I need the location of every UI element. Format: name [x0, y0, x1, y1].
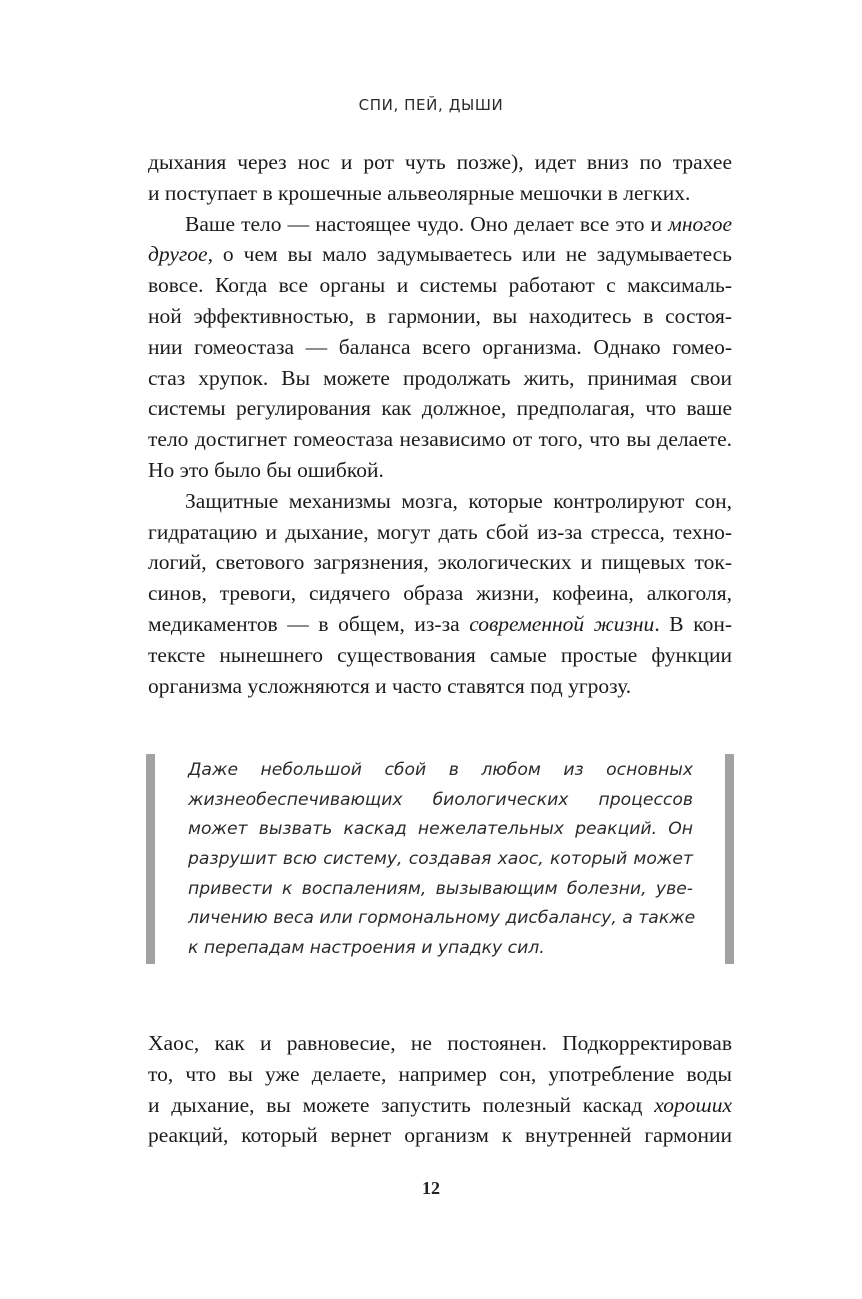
pull-quote [146, 754, 734, 964]
text-line: Защитные механизмы мозга, которые контролируют сон, [185, 488, 732, 513]
text-run: медикаментов — в общем, из-за [148, 611, 460, 636]
text-line: синов, тревоги, сидячего образа жизни, кофеина, алкоголя, [148, 581, 732, 606]
text-line: системы регулирования как должное, предполагая, что ваше [148, 396, 732, 421]
running-head: СПИ, ПЕЙ, ДЫШИ [358, 96, 504, 114]
text-line: то, что вы уже делаете, например сон, употребление воды [148, 1061, 732, 1086]
italic-emphasis: другое, [148, 242, 213, 267]
italic-emphasis: многое [668, 211, 732, 236]
text-line: тело достигнет гомеостаза независимо от того, что вы делаете. [148, 427, 732, 452]
text-line [148, 1090, 732, 1121]
pull-quote-right-bar [725, 754, 734, 964]
text-line: реакций, который вернет организм к внутренней гармонии [148, 1123, 732, 1148]
text-line: организма усложняются и часто ставятся под угрозу. [148, 673, 632, 698]
text-line: гидратацию и дыхание, могут дать сбой из-за стресса, техно- [148, 519, 732, 544]
text-line: логий, светового загрязнения, экологических и пищевых ток- [148, 550, 732, 575]
quote-line: жизнеобеспечивающих биологических процессов [188, 789, 693, 810]
text-line: тексте нынешнего существования самые простые функции [148, 642, 732, 667]
text-run: . В кон- [654, 611, 732, 636]
quote-line: Даже небольшой сбой в любом из основных [188, 760, 693, 780]
body-text-top [148, 147, 732, 701]
text-run: о чем вы мало задумываетесь или не задумываетесь [222, 242, 732, 267]
page-number: 12 [422, 1178, 440, 1198]
quote-line: личению веса или гормональному дисбалансу, а также [188, 908, 696, 929]
quote-line: разрушит всю систему, создавая хаос, который может [188, 849, 693, 870]
text-line [148, 209, 732, 240]
text-line: дыхания через нос и рот чуть позже), идет вниз по трахее [148, 150, 732, 174]
text-line [148, 239, 732, 270]
italic-emphasis: хороших [654, 1092, 733, 1117]
text-line [148, 609, 732, 640]
quote-line: может вызвать каскад нежелательных реакций. Он [188, 819, 693, 840]
text-line: вовсе. Когда все органы и системы работают с максималь- [148, 273, 732, 298]
text-line: Но это было бы ошибкой. [148, 457, 384, 482]
quote-line: привести к воспалениям, вызывающим болезни, уве- [188, 878, 693, 899]
quote-line: к перепадам настроения и упадку сил. [188, 938, 545, 959]
italic-emphasis: современной жизни [469, 611, 655, 636]
text-line: и поступает в крошечные альвеолярные мешочки в легких. [148, 180, 691, 205]
text-line: стаз хрупок. Вы можете продолжать жить, принимая свои [148, 365, 732, 390]
text-line: нии гомеостаза — баланса всего организма. Однако гомео- [148, 334, 732, 359]
text-line: ной эффективностью, в гармонии, вы находитесь в состоя- [148, 303, 732, 328]
pull-quote-text [188, 756, 696, 964]
text-run: Ваше тело — настоящее чудо. Оно делает все это и [185, 211, 663, 236]
text-run: и дыхание, вы можете запустить полезный каскад [148, 1092, 643, 1117]
text-line: Хаос, как и равновесие, не постоянен. Подкорректировав [148, 1031, 732, 1055]
pull-quote-left-bar [146, 754, 155, 964]
body-text-bottom [148, 1028, 732, 1151]
